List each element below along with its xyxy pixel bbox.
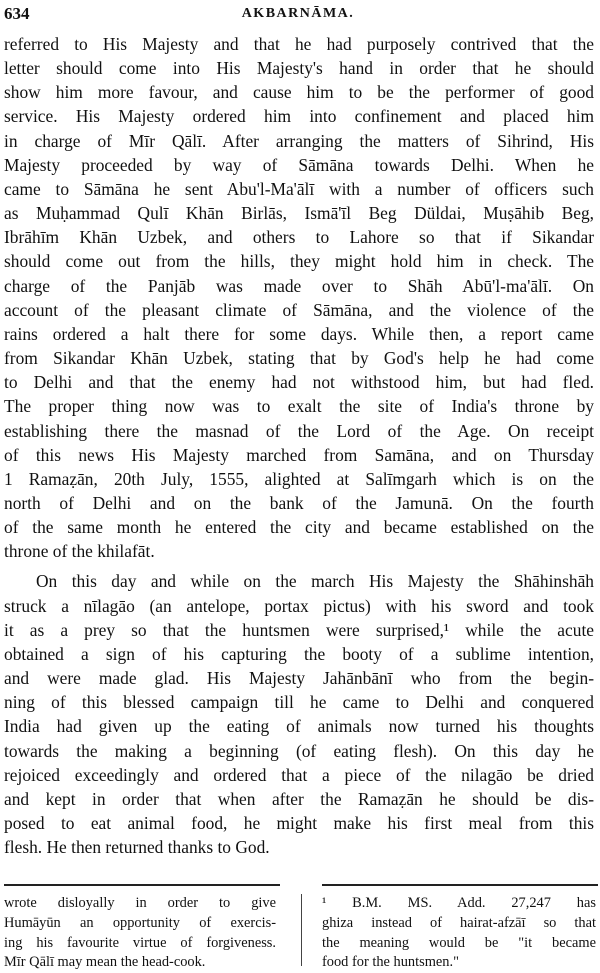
paragraph-1 (4, 32, 594, 563)
footnote-line: ghiza instead of hairat-afzāī so that (322, 914, 596, 931)
text-line: to Delhi and that the enemy had not withstood him, but had fled. (4, 372, 594, 393)
text-line: throne of the khilafāt. (4, 541, 155, 562)
text-line: of this news His Majesty marched from Samāna, and on Thursday (4, 444, 594, 465)
text-line: rejoiced exceedingly and ordered that a piece of the nilagāo be dried (4, 764, 594, 785)
text-line: show him more favour, and cause him to be the performer of good (4, 82, 594, 103)
footnote-line: ¹ B.M. MS. Add. 27,247 has (322, 895, 596, 911)
running-title: AKBARNĀMA. (241, 6, 355, 21)
text-line: Ibrāhīm Khān Uzbek, and others to Lahore so that if Sikandar (4, 227, 594, 248)
text-line: establishing there the masnad of the Lord of the Age. On receipt (4, 420, 594, 441)
text-line: as Muḥammad Qulī Khān Birlās, Ismā'īl Beg Düldai, Muṣāhib Beg, (4, 203, 594, 224)
text-line: should come out from the hills, they might hold him in check. The (4, 251, 594, 272)
footnote-rule-left (4, 884, 280, 886)
text-line: and were made glad. His Majesty Jahānbānī who from the begin- (4, 668, 594, 689)
text-line: account of the pleasant climate of Sāmāna, and the violence of the (4, 299, 594, 320)
text-line: 1 Ramaẓān, 20th July, 1555, alighted at Salīmgarh which is on the (4, 468, 594, 489)
text-line: and kept in order that when after the Ramaẓān he should be dis- (4, 788, 594, 809)
text-line: charge of the Panjāb was made over to Shāh Abū'l-ma'ālī. On (4, 275, 594, 296)
footnote-line: food for the huntsmen." (322, 954, 459, 971)
footnote-rule-right (322, 884, 598, 886)
footnote-column-divider (301, 894, 302, 966)
text-line: obtained a sign of his capturing the booty of a sublime intention, (4, 643, 594, 664)
text-line: towards the making a beginning (of eating flesh). On this day he (4, 740, 594, 761)
footnote-line: ing his favourite virtue of forgiveness. (4, 934, 276, 951)
text-line: On this day and while on the march His Majesty the Shāhinshāh (36, 571, 594, 592)
text-line: The proper thing now was to exalt the site of India's throne by (4, 396, 594, 417)
text-line: rains ordered a halt there for some days. While then, a report came (4, 323, 594, 344)
text-line: in charge of Mīr Qālī. After arranging the matters of Sihrind, His (4, 130, 594, 151)
text-line: service. His Majesty ordered him into confinement and placed him (4, 106, 594, 127)
footnote-line: wrote disloyally in order to give (4, 895, 276, 911)
text-line: flesh. He then returned thanks to God. (4, 837, 270, 858)
text-line: north of Delhi and on the bank of the Jamunā. On the fourth (4, 492, 594, 513)
text-line: Majesty proceeded by way of Sāmāna towards Delhi. When he (4, 154, 594, 175)
text-line: referred to His Majesty and that he had purposely contrived that the (4, 34, 594, 54)
text-line: ning of this blessed campaign till he came to Delhi and conquered (4, 692, 594, 713)
text-line: of the same month he entered the city and became established on the (4, 517, 594, 538)
text-line: from Sikandar Khān Uzbek, stating that by God's help he had come (4, 348, 594, 369)
footnote-line: Humāyūn an opportunity of exercis- (4, 914, 276, 931)
footnote-left-column (4, 894, 276, 973)
text-line: it as a prey so that the huntsmen were surprised,¹ while the acute (4, 619, 594, 640)
footnote-line: Mīr Qālī may mean the head-cook. (4, 954, 206, 971)
paragraph-2 (4, 569, 594, 859)
page-number: 634 (4, 4, 30, 23)
text-line: struck a nīlagāo (an antelope, portax pictus) with his sword and took (4, 595, 594, 616)
page-header (4, 4, 592, 26)
text-line: came to Sāmāna he sent Abu'l-Ma'ālī with a number of officers such (4, 178, 594, 199)
text-line: letter should come into His Majesty's hand in order that he should (4, 58, 594, 79)
footnote-right-column (322, 894, 596, 973)
text-line: posed to eat animal food, he might make his first meal from this (4, 813, 594, 833)
footnote-line: the meaning would be "it became (322, 934, 596, 951)
body-text (4, 32, 594, 859)
text-line: India had given up the eating of animals now turned his thoughts (4, 716, 594, 737)
